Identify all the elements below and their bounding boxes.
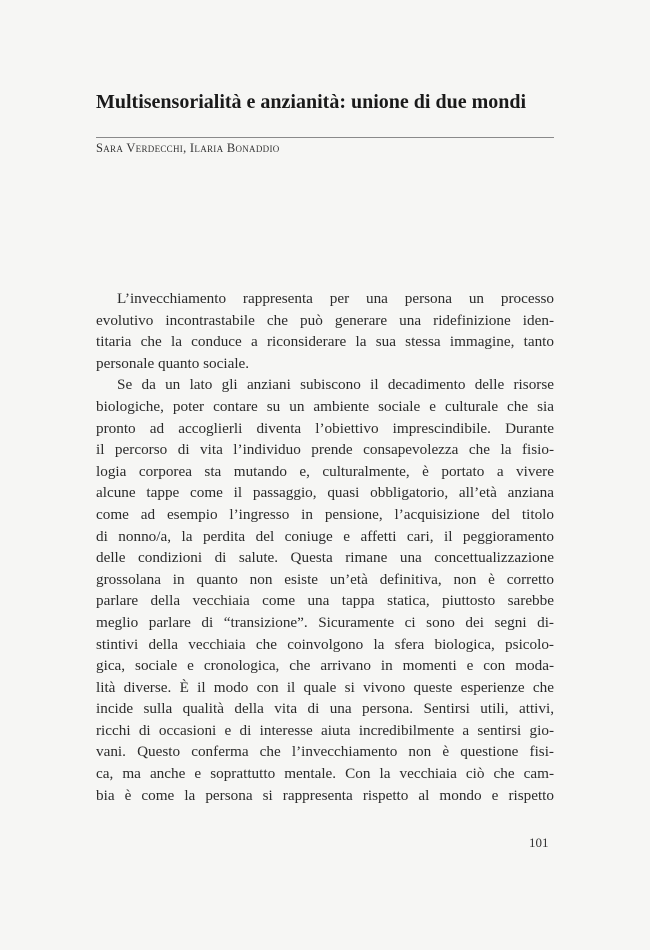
paragraph-1 — [96, 288, 554, 374]
text-line: gica, sociale e cronologica, che arrivano in momenti e con moda- — [96, 657, 554, 675]
text-line: ricchi di occasioni e di interesse aiuta incredibilmente a sentirsi gio- — [96, 721, 554, 739]
paragraph-2 — [96, 374, 554, 806]
text-line: alcune tappe come il passaggio, quasi obbligatorio, all’età anziana — [96, 484, 554, 502]
body-text — [96, 288, 554, 806]
page-number: 101 — [529, 835, 549, 850]
text-line: stintivi della vecchiaia che coinvolgono la sfera biologica, psicolo- — [96, 635, 554, 653]
text-line: titaria che la conduce a riconsiderare la sua stessa immagine, tanto — [96, 333, 554, 351]
text-line: evolutivo incontrastabile che può generare una ridefinizione iden- — [96, 311, 554, 329]
text-line: come ad esempio l’ingresso in pensione, l’acquisizione del titolo — [96, 505, 554, 523]
chapter-authors: Sara Verdecchi, Ilaria Bonaddio — [96, 141, 280, 155]
text-line: parlare della vecchiaia come una tappa statica, piuttosto sarebbe — [96, 592, 554, 610]
title-rule — [96, 137, 554, 138]
text-line: biologiche, poter contare su un ambiente sociale e culturale che sia — [96, 397, 554, 415]
text-line: bia è come la persona si rappresenta rispetto al mondo e rispetto — [96, 786, 554, 804]
chapter-title: Multisensorialità e anzianità: unione di due mondi — [96, 91, 527, 113]
text-line: delle condizioni di salute. Questa rimane una concettualizzazione — [96, 549, 554, 567]
text-line: ca, ma anche e soprattutto mentale. Con la vecchiaia ciò che cam- — [96, 765, 554, 783]
text-line: L’invecchiamento rappresenta per una persona un processo — [117, 290, 554, 307]
text-line: vani. Questo conferma che l’invecchiamento non è questione fisi- — [96, 743, 554, 761]
text-line: Se da un lato gli anziani subiscono il decadimento delle risorse — [117, 376, 554, 394]
text-line: meglio parlare di “transizione”. Sicuramente ci sono dei segni di- — [96, 613, 554, 631]
text-line: incide sulla qualità della vita di una persona. Sentirsi utili, attivi, — [96, 700, 554, 718]
text-line: il percorso di vita l’individuo prende consapevolezza che la fisio- — [96, 441, 554, 459]
text-line: di nonno/a, la perdita del coniuge e affetti cari, il peggioramento — [96, 527, 554, 545]
text-line: logia corporea sta mutando e, culturalmente, è portato a vivere — [96, 462, 554, 480]
text-line: pronto ad accoglierli diventa l’obiettivo imprescindibile. Durante — [96, 419, 554, 437]
text-line: lità diverse. È il modo con il quale si vivono queste esperienze che — [96, 678, 554, 696]
text-line: grossolana in quanto non esiste un’età definitiva, non è corretto — [96, 570, 554, 588]
text-line: personale quanto sociale. — [96, 354, 250, 372]
